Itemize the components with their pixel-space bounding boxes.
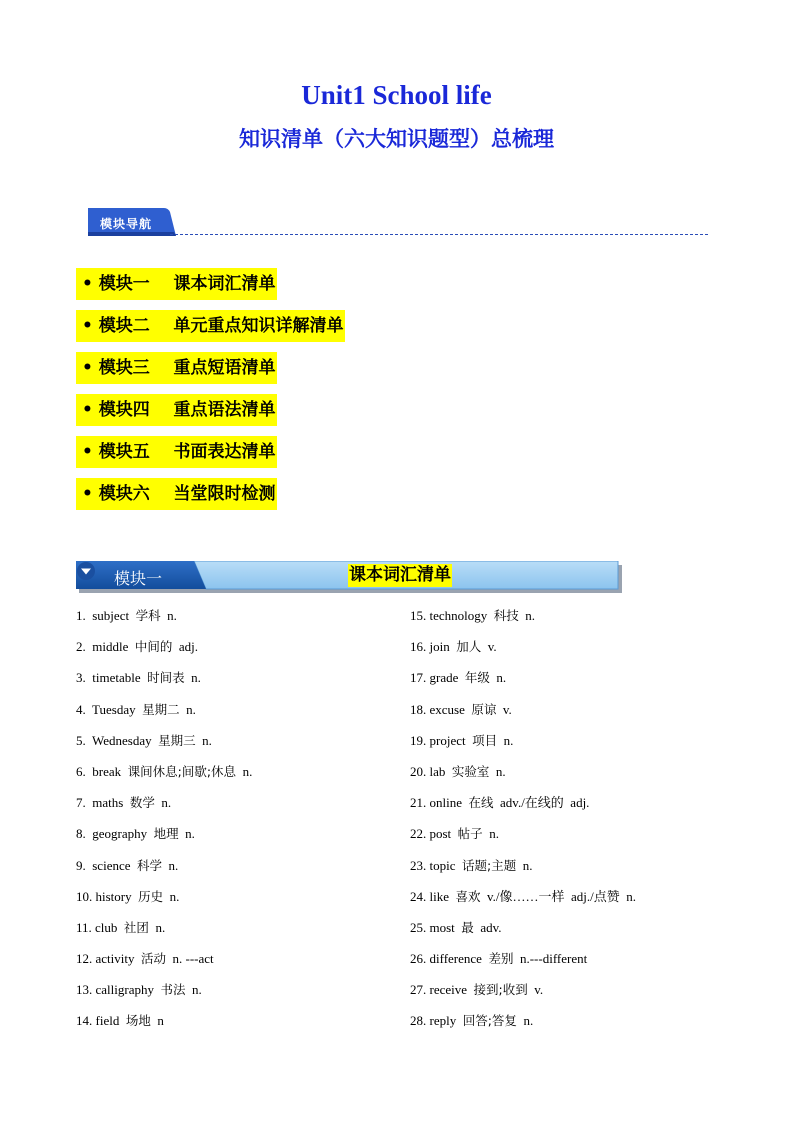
vocab-index: 10. — [76, 888, 93, 904]
vocab-item — [76, 947, 396, 978]
vocab-word: club — [95, 919, 118, 935]
toc-item[interactable] — [76, 478, 345, 510]
vocab-item — [76, 885, 396, 916]
module-toc — [76, 268, 345, 520]
vocab-word: technology — [429, 608, 488, 623]
nav-divider — [170, 234, 708, 235]
vocab-meaning: 时间表 — [147, 670, 185, 686]
vocab-index: 26. — [410, 951, 427, 967]
vocab-word: maths — [92, 795, 124, 811]
toc-item-num: 模块一 — [98, 274, 150, 294]
vocab-pos: n. — [186, 701, 196, 717]
toc-item-name: 重点语法清单 — [173, 400, 276, 420]
vocab-word: Wednesday — [92, 732, 152, 748]
toc-item-num: 模块二 — [98, 316, 150, 336]
vocab-item — [76, 978, 396, 1009]
module1-number: 模块一 — [114, 569, 163, 588]
vocab-word: online — [429, 795, 462, 811]
vocab-meaning: 地理 — [153, 826, 179, 842]
vocab-index: 24. — [410, 888, 427, 904]
page-title: Unit1 School life — [301, 80, 492, 110]
vocab-item — [410, 729, 750, 760]
vocab-meaning: 帖子 — [457, 826, 483, 842]
vocab-item — [410, 666, 750, 697]
vocab-word: subject — [92, 608, 130, 623]
vocab-pos: v. — [487, 639, 497, 655]
toc-item-num: 模块五 — [98, 442, 150, 462]
bullet-icon: • — [82, 442, 93, 462]
vocab-item — [76, 1009, 396, 1040]
vocab-index: 13. — [76, 982, 93, 998]
vocab-index: 18. — [410, 701, 427, 717]
chevron-down-circle-icon[interactable] — [76, 561, 96, 581]
vocab-index: 1. — [76, 608, 86, 623]
vocab-meaning: 接到;收到 — [473, 982, 528, 998]
vocab-item — [410, 916, 750, 947]
page-subtitle: 知识清单（六大知识题型）总梳理 — [239, 127, 554, 151]
vocab-meaning: 数学 — [129, 795, 155, 811]
vocab-meaning: 中间的 — [134, 639, 173, 655]
vocab-word: Tuesday — [92, 701, 136, 717]
vocab-meaning: 场地 — [125, 1013, 151, 1029]
vocab-word: timetable — [92, 670, 141, 686]
toc-item-name: 当堂限时检测 — [173, 484, 276, 504]
vocab-meaning: 社团 — [123, 919, 149, 935]
vocab-index: 23. — [410, 857, 427, 873]
toc-item-name: 重点短语清单 — [173, 358, 276, 378]
vocab-word: receive — [429, 982, 468, 998]
vocab-pos: n. ---act — [172, 951, 214, 967]
vocab-item — [76, 791, 396, 822]
vocab-pos: n. — [167, 608, 177, 623]
vocab-pos: n. — [495, 763, 506, 779]
vocab-pos: n. — [489, 826, 499, 842]
vocab-meaning: 喜欢 — [455, 888, 481, 904]
vocab-pos: n. — [525, 608, 536, 623]
vocab-word: difference — [429, 951, 482, 967]
vocab-item — [76, 822, 396, 853]
vocab-index: 19. — [410, 732, 427, 748]
vocab-item — [410, 635, 750, 666]
vocab-item — [410, 822, 750, 853]
vocab-meaning: 话题;主题 — [462, 857, 517, 873]
vocab-index: 11. — [76, 919, 92, 935]
vocab-pos: adj. — [178, 639, 199, 655]
vocab-meaning: 学科 — [135, 608, 161, 623]
vocab-meaning: 最 — [461, 919, 474, 935]
vocab-meaning: 星期二 — [142, 701, 180, 717]
vocab-pos: n. — [503, 732, 514, 748]
vocab-index: 21. — [410, 795, 427, 811]
vocab-item — [76, 666, 396, 697]
vocab-pos: n. — [169, 888, 180, 904]
vocab-meaning: 科学 — [137, 857, 163, 873]
vocab-index: 9. — [76, 857, 86, 873]
vocab-index: 7. — [76, 795, 86, 811]
toc-item[interactable] — [76, 394, 345, 426]
vocab-item — [76, 698, 396, 729]
bullet-icon: • — [82, 400, 93, 420]
vocab-meaning: 星期三 — [158, 732, 196, 748]
vocab-item — [410, 885, 750, 916]
vocab-pos: adv./在线的 adj. — [500, 795, 590, 811]
vocab-meaning: 科技 — [493, 608, 519, 623]
vocab-index: 17. — [410, 670, 427, 686]
vocab-pos: v./像……一样 adj./点赞 n. — [487, 888, 637, 904]
vocab-pos: n. — [168, 857, 179, 873]
vocab-index: 28. — [410, 1013, 427, 1029]
vocab-word: excuse — [429, 701, 465, 717]
vocab-word: science — [92, 857, 131, 873]
vocab-pos: v. — [534, 982, 544, 998]
vocab-pos: n — [157, 1013, 164, 1029]
vocab-index: 27. — [410, 982, 427, 998]
toc-item-num: 模块六 — [98, 484, 150, 504]
vocab-item — [410, 791, 750, 822]
vocab-item — [410, 1009, 750, 1040]
toc-item[interactable] — [76, 310, 345, 342]
vocab-word: calligraphy — [95, 982, 154, 998]
vocab-pos: n. — [202, 732, 212, 748]
vocab-pos: n. — [523, 1013, 534, 1029]
vocab-pos: n. — [522, 857, 533, 873]
vocab-meaning: 活动 — [141, 951, 167, 967]
vocab-item — [76, 635, 396, 666]
toc-item-num: 模块四 — [98, 400, 150, 420]
vocab-meaning: 项目 — [472, 732, 498, 748]
vocab-index: 4. — [76, 701, 86, 717]
vocab-word: field — [95, 1013, 120, 1029]
vocab-item — [410, 854, 750, 885]
vocab-pos: adv. — [480, 919, 502, 935]
bullet-icon: • — [82, 358, 93, 378]
bullet-icon: • — [82, 316, 93, 336]
vocab-item — [410, 604, 750, 635]
vocab-pos: n. — [242, 763, 253, 779]
vocab-meaning: 课间休息;间歇;休息 — [127, 763, 237, 779]
vocab-list-left — [76, 604, 396, 1041]
vocab-meaning: 原谅 — [471, 701, 497, 717]
vocab-item — [410, 760, 750, 791]
vocab-word: like — [429, 888, 449, 904]
vocab-word: history — [95, 888, 132, 904]
vocab-pos: v. — [502, 701, 512, 717]
toc-item[interactable] — [76, 352, 345, 384]
vocab-item — [76, 760, 396, 791]
vocab-index: 15. — [410, 608, 427, 623]
vocab-index: 8. — [76, 826, 86, 842]
vocab-word: middle — [92, 639, 129, 655]
vocab-word: break — [92, 763, 122, 779]
module1-title: 课本词汇清单 — [349, 565, 451, 585]
vocab-word: reply — [429, 1013, 457, 1029]
vocab-index: 25. — [410, 919, 427, 935]
vocab-pos: n. — [192, 982, 202, 998]
toc-item-num: 模块三 — [98, 358, 150, 378]
vocab-meaning: 差别 — [488, 951, 514, 967]
vocab-item — [76, 729, 396, 760]
vocab-list-right — [410, 604, 750, 1041]
vocab-index: 22. — [410, 826, 427, 842]
vocab-word: join — [429, 639, 450, 655]
module1-header-bar — [76, 561, 622, 593]
vocab-index: 20. — [410, 763, 427, 779]
vocab-index: 5. — [76, 732, 86, 748]
vocab-index: 3. — [76, 670, 86, 686]
nav-tab-label: 模块导航 — [100, 217, 153, 231]
vocab-pos: n. — [185, 826, 195, 842]
vocab-meaning: 回答;答复 — [462, 1013, 517, 1029]
vocab-word: project — [429, 732, 466, 748]
vocab-meaning: 历史 — [138, 888, 164, 904]
vocab-meaning: 书法 — [160, 982, 186, 998]
vocab-item — [410, 947, 750, 978]
vocab-index: 14. — [76, 1013, 93, 1029]
toc-item-name: 单元重点知识详解清单 — [173, 316, 344, 336]
vocab-word: lab — [429, 763, 446, 779]
vocab-meaning: 实验室 — [451, 763, 490, 779]
vocab-item — [76, 916, 396, 947]
vocab-item — [410, 698, 750, 729]
vocab-pos: n. — [496, 670, 507, 686]
vocab-index: 16. — [410, 639, 427, 655]
toc-item-name: 书面表达清单 — [173, 442, 276, 462]
bullet-icon: • — [82, 484, 93, 504]
vocab-index: 2. — [76, 639, 86, 655]
vocab-item — [76, 854, 396, 885]
toc-item[interactable] — [76, 436, 345, 468]
vocab-pos: n. — [191, 670, 201, 686]
toc-item[interactable] — [76, 268, 345, 300]
bullet-icon: • — [82, 274, 93, 294]
vocab-item — [410, 978, 750, 1009]
toc-item-name: 课本词汇清单 — [173, 274, 276, 294]
vocab-meaning: 加人 — [456, 639, 482, 655]
vocab-word: most — [429, 919, 455, 935]
vocab-word: post — [429, 826, 452, 842]
vocab-word: activity — [95, 951, 135, 967]
vocab-item — [76, 604, 396, 635]
vocab-word: topic — [429, 857, 456, 873]
vocab-meaning: 年级 — [464, 670, 490, 686]
vocab-pos: n. — [155, 919, 166, 935]
vocab-word: grade — [429, 670, 459, 686]
vocab-pos: n.---different — [519, 951, 588, 967]
module-nav-tab — [88, 208, 176, 236]
vocab-pos: n. — [161, 795, 172, 811]
vocab-index: 6. — [76, 763, 86, 779]
vocab-word: geography — [92, 826, 148, 842]
vocab-meaning: 在线 — [468, 795, 494, 811]
vocab-index: 12. — [76, 951, 93, 967]
